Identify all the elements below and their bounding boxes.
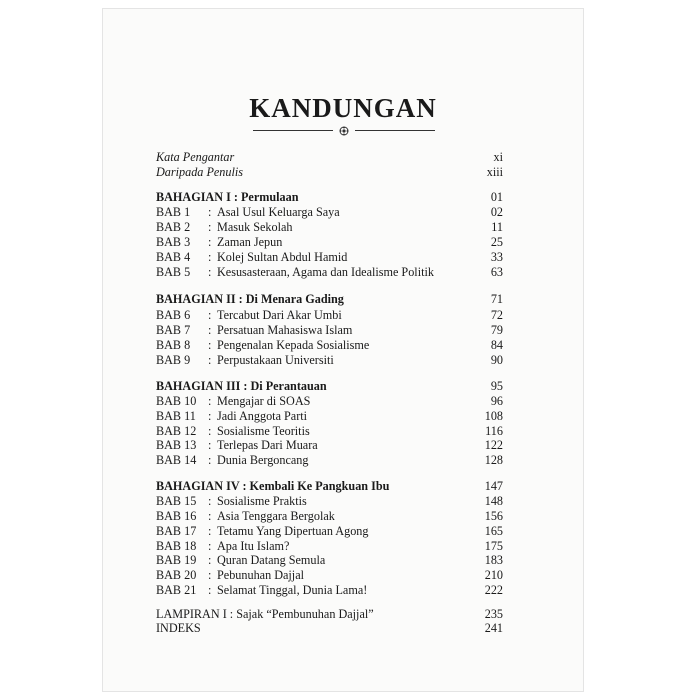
section-heading-label: BAHAGIAN I : Permulaan — [156, 190, 299, 204]
chapter-row: BAB 4 : Kolej Sultan Abdul Hamid 33 — [156, 250, 503, 264]
chapter-row: BAB 9 : Perpustakaan Universiti 90 — [156, 353, 503, 367]
chapter-title: Quran Datang Semula — [217, 553, 326, 567]
chapter-row: BAB 3 : Zaman Jepun 25 — [156, 235, 503, 249]
chapter-page: 33 — [490, 250, 503, 264]
chapter-row: BAB 16 : Asia Tenggara Bergolak 156 — [156, 509, 503, 523]
section-heading-label: BAHAGIAN III : Di Perantauan — [156, 379, 327, 393]
chapter-number: BAB 16 — [156, 509, 197, 523]
chapter-title: Selamat Tinggal, Dunia Lama! — [217, 583, 368, 597]
chapter-number: BAB 1 — [156, 205, 191, 219]
chapter-title: Dunia Bergoncang — [217, 453, 309, 467]
chapter-row: BAB 6 : Tercabut Dari Akar Umbi 72 — [156, 308, 503, 322]
section-heading-label: BAHAGIAN II : Di Menara Gading — [156, 292, 344, 306]
chapter-row: BAB 8 : Pengenalan Kepada Sosialisme 84 — [156, 338, 503, 352]
chapter-title: Masuk Sekolah — [217, 220, 293, 234]
chapter-row: BAB 15 : Sosialisme Praktis 148 — [156, 494, 503, 508]
chapter-title: Kolej Sultan Abdul Hamid — [217, 250, 348, 264]
chapter-page: 79 — [490, 323, 503, 337]
toc-entry-page: xiii — [486, 165, 503, 179]
section-heading-label: BAHAGIAN IV : Kembali Ke Pangkuan Ibu — [156, 479, 390, 493]
chapter-title: Tercabut Dari Akar Umbi — [217, 308, 342, 322]
chapter-page: 183 — [484, 553, 503, 567]
chapter-number: BAB 11 — [156, 409, 196, 423]
chapter-title: Sosialisme Praktis — [217, 494, 307, 508]
chapter-number: BAB 5 — [156, 265, 191, 279]
chapter-title: Terlepas Dari Muara — [217, 438, 318, 452]
chapter-page: 63 — [490, 265, 503, 279]
chapter-row: BAB 5 : Kesusasteraan, Agama dan Idealisme Politik 63 — [156, 265, 503, 279]
chapter-page: 72 — [490, 308, 503, 322]
chapter-page: 210 — [484, 568, 503, 582]
chapter-row: BAB 14 : Dunia Bergoncang 128 — [156, 453, 503, 467]
chapter-title: Zaman Jepun — [217, 235, 283, 249]
chapter-row: BAB 13 : Terlepas Dari Muara 122 — [156, 438, 503, 452]
chapter-page: 11 — [491, 220, 503, 234]
chapter-row: BAB 2 : Masuk Sekolah 11 — [156, 220, 503, 234]
chapter-title: Kesusasteraan, Agama dan Idealisme Politik — [217, 265, 434, 279]
chapter-page: 148 — [484, 494, 503, 508]
chapter-number: BAB 17 — [156, 524, 197, 538]
toc-entry-label: Daripada Penulis — [156, 165, 244, 179]
chapter-title: Pebunuhan Dajjal — [217, 568, 304, 582]
chapter-page: 108 — [484, 409, 503, 423]
toc-entry-page: xi — [493, 150, 503, 164]
page-title: KANDUNGAN — [249, 93, 437, 123]
chapter-page: 96 — [490, 394, 503, 408]
chapter-page: 116 — [485, 424, 503, 438]
chapter-page: 122 — [484, 438, 503, 452]
chapter-page: 128 — [484, 453, 503, 467]
toc-entry — [156, 164, 503, 180]
chapter-title: Mengajar di SOAS — [217, 394, 311, 408]
chapter-title: Asal Usul Keluarga Saya — [217, 205, 340, 219]
chapter-number: BAB 6 — [156, 308, 191, 322]
chapter-number: BAB 4 — [156, 250, 191, 264]
chapter-title: Sosialisme Teoritis — [217, 424, 310, 438]
chapter-number: BAB 3 — [156, 235, 191, 249]
chapter-page: 156 — [484, 509, 503, 523]
chapter-row: BAB 11 : Jadi Anggota Parti 108 — [156, 409, 503, 423]
ornament-line-right — [355, 130, 435, 131]
chapter-title: Asia Tenggara Bergolak — [217, 509, 335, 523]
chapter-row: BAB 7 : Persatuan Mahasiswa Islam 79 — [156, 323, 503, 337]
toc-entry-page: 241 — [484, 621, 503, 635]
toc-entry — [156, 149, 503, 165]
toc-entry — [156, 620, 503, 636]
section-heading — [156, 189, 503, 205]
chapter-row: BAB 19 : Quran Datang Semula 183 — [156, 553, 503, 567]
section-heading-page: 71 — [490, 292, 503, 306]
chapter-number: BAB 10 — [156, 394, 197, 408]
chapter-page: 165 — [484, 524, 503, 538]
section-heading-page: 147 — [484, 479, 503, 493]
section-heading-page: 95 — [490, 379, 503, 393]
chapter-row: BAB 20 : Pebunuhan Dajjal 210 — [156, 568, 503, 582]
flower-icon — [339, 126, 349, 136]
chapter-number: BAB 19 — [156, 553, 197, 567]
chapter-number: BAB 12 — [156, 424, 197, 438]
chapter-page: 222 — [484, 583, 503, 597]
chapter-page: 175 — [484, 539, 503, 553]
chapter-number: BAB 21 — [156, 583, 197, 597]
toc-entry-label: LAMPIRAN I : Sajak “Pembunuhan Dajjal” — [156, 607, 374, 621]
section-heading-page: 01 — [490, 190, 503, 204]
title-ornament — [253, 126, 435, 136]
chapter-page: 84 — [490, 338, 503, 352]
chapter-title: Tetamu Yang Dipertuan Agong — [217, 524, 369, 538]
chapter-page: 02 — [490, 205, 503, 219]
section-heading — [156, 478, 503, 494]
chapter-number: BAB 7 — [156, 323, 191, 337]
chapter-row: BAB 18 : Apa Itu Islam? 175 — [156, 539, 503, 553]
chapter-number: BAB 2 — [156, 220, 191, 234]
chapter-number: BAB 14 — [156, 453, 197, 467]
chapter-title: Jadi Anggota Parti — [217, 409, 308, 423]
toc-entry-label: INDEKS — [156, 621, 201, 635]
toc-entry-page: 235 — [484, 607, 503, 621]
chapter-row: BAB 10 : Mengajar di SOAS 96 — [156, 394, 503, 408]
chapter-title: Persatuan Mahasiswa Islam — [217, 323, 353, 337]
chapter-page: 25 — [490, 235, 503, 249]
chapter-number: BAB 18 — [156, 539, 197, 553]
chapter-number: BAB 20 — [156, 568, 197, 582]
section-heading — [156, 378, 503, 394]
chapter-title: Apa Itu Islam? — [217, 539, 290, 553]
book-page — [102, 8, 584, 692]
toc-entry-label: Kata Pengantar — [156, 150, 235, 164]
chapter-number: BAB 13 — [156, 438, 197, 452]
chapter-row: BAB 1 : Asal Usul Keluarga Saya 02 — [156, 205, 503, 219]
section-heading — [156, 291, 503, 307]
chapter-row: BAB 21 : Selamat Tinggal, Dunia Lama! 222 — [156, 583, 503, 597]
chapter-row: BAB 17 : Tetamu Yang Dipertuan Agong 165 — [156, 524, 503, 538]
chapter-number: BAB 9 — [156, 353, 191, 367]
chapter-number: BAB 15 — [156, 494, 197, 508]
chapter-number: BAB 8 — [156, 338, 191, 352]
ornament-line-left — [253, 130, 333, 131]
chapter-title: Pengenalan Kepada Sosialisme — [217, 338, 370, 352]
chapter-title: Perpustakaan Universiti — [217, 353, 334, 367]
chapter-page: 90 — [490, 353, 503, 367]
chapter-row: BAB 12 : Sosialisme Teoritis 116 — [156, 424, 503, 438]
